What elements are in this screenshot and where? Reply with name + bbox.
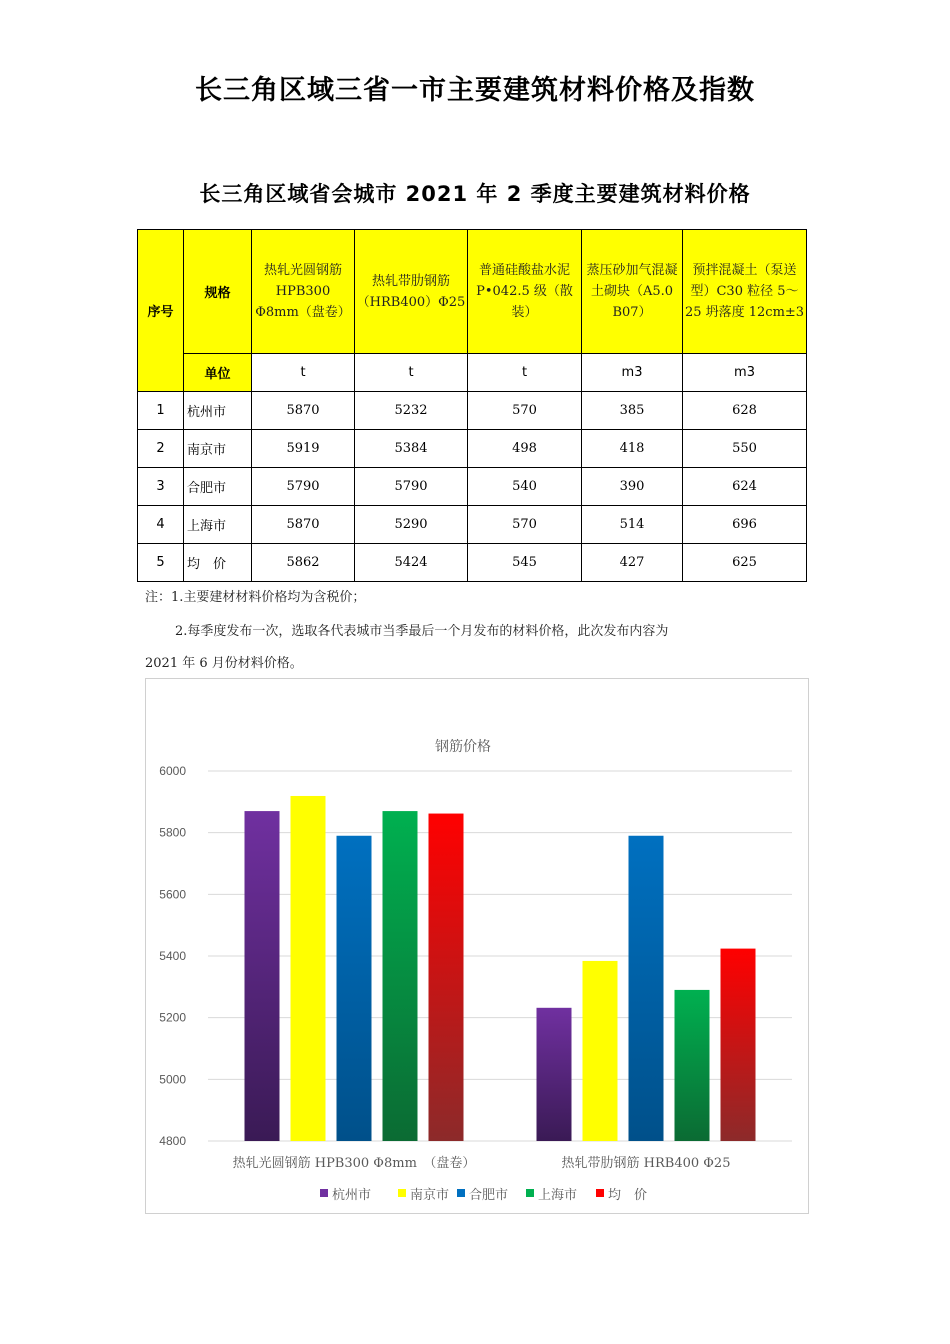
chart-title: 钢筋价格: [435, 739, 491, 755]
price-cell: 570: [468, 392, 582, 430]
y-tick-label: 6000: [159, 764, 186, 778]
price-cell: 696: [683, 506, 807, 544]
y-tick-label: 5400: [159, 949, 186, 963]
header-material-3: 普通硅酸盐水泥 P•042.5 级（散装）: [468, 230, 582, 354]
legend-swatch: [457, 1189, 465, 1197]
legend-label: 合肥市: [469, 1188, 509, 1203]
price-cell: 5790: [355, 468, 468, 506]
y-tick-label: 5000: [159, 1072, 186, 1087]
bar: [583, 961, 618, 1141]
price-cell: 5290: [355, 506, 468, 544]
y-tick-label: 5800: [159, 825, 186, 840]
chart-canvas: [146, 679, 808, 1213]
row-city: 均 价: [184, 544, 252, 582]
bar: [383, 811, 418, 1141]
price-cell: 628: [683, 392, 807, 430]
row-city: 南京市: [184, 430, 252, 468]
price-cell: 570: [468, 506, 582, 544]
row-city: 杭州市: [184, 392, 252, 430]
bar: [291, 796, 326, 1141]
table-row: [138, 430, 807, 468]
y-tick-label: 5200: [159, 1010, 186, 1025]
bar: [537, 1008, 572, 1141]
header-spec: 规格: [184, 230, 252, 354]
header-material-1: 热轧光圆钢筋HPB300 Φ8mm（盘卷）: [252, 230, 355, 354]
unit-cell: m3: [683, 354, 807, 392]
page-title: 长三角区域三省一市主要建筑材料价格及指数: [195, 75, 755, 106]
row-seq: 3: [138, 468, 184, 506]
price-cell: 427: [582, 544, 683, 582]
bar: [675, 990, 710, 1141]
row-city: 合肥市: [184, 468, 252, 506]
bar: [245, 811, 280, 1141]
price-cell: 5870: [252, 506, 355, 544]
header-seq: 序号: [138, 230, 184, 392]
price-cell: 385: [582, 392, 683, 430]
y-tick-label: 5600: [159, 887, 186, 902]
price-cell: 545: [468, 544, 582, 582]
table-row: [138, 506, 807, 544]
note-2-line-1: 2.每季度发布一次，选取各代表城市当季最后一个月发布的材料价格，此次发布内容为: [175, 624, 669, 639]
table-row: [138, 392, 807, 430]
header-material-4: 蒸压砂加气混凝土砌块（A5.0 B07）: [582, 230, 683, 354]
header-material-5: 预拌混凝土（泵送型）C30 粒径 5～25 坍落度 12cm±3: [683, 230, 807, 354]
price-cell: 5790: [252, 468, 355, 506]
table-title: 长三角区域省会城市 2021 年 2 季度主要建筑材料价格: [199, 182, 751, 206]
table-row: [138, 544, 807, 582]
legend-label: 均 价: [608, 1188, 648, 1203]
unit-cell: t: [252, 354, 355, 392]
legend-swatch: [596, 1189, 604, 1197]
legend-label: 杭州市: [332, 1188, 372, 1203]
legend-swatch: [320, 1189, 328, 1197]
price-cell: 5384: [355, 430, 468, 468]
price-cell: 5424: [355, 544, 468, 582]
price-cell: 625: [683, 544, 807, 582]
note-2-line-2: 2021 年 6 月份材料价格。: [145, 656, 303, 671]
header-material-2: 热轧带肋钢筋（HRB400）Φ25: [355, 230, 468, 354]
legend-label: 南京市: [410, 1188, 450, 1203]
row-seq: 2: [138, 430, 184, 468]
bar: [721, 949, 756, 1141]
price-table: [137, 229, 807, 582]
price-cell: 514: [582, 506, 683, 544]
table-row: [138, 468, 807, 506]
bar: [629, 836, 664, 1141]
y-tick-label: 4800: [159, 1134, 186, 1148]
price-cell: 540: [468, 468, 582, 506]
row-city: 上海市: [184, 506, 252, 544]
bar: [429, 814, 464, 1141]
price-cell: 5232: [355, 392, 468, 430]
steel-price-chart: [145, 678, 809, 1214]
bar: [337, 836, 372, 1141]
price-cell: 624: [683, 468, 807, 506]
unit-cell: m3: [582, 354, 683, 392]
price-cell: 498: [468, 430, 582, 468]
legend-swatch: [398, 1189, 406, 1197]
legend-label: 上海市: [538, 1188, 578, 1203]
x-category-label: 热轧光圆钢筋 HPB300 Φ8mm （盘卷）: [232, 1156, 476, 1171]
unit-cell: t: [468, 354, 582, 392]
price-cell: 5919: [252, 430, 355, 468]
unit-cell: t: [355, 354, 468, 392]
row-seq: 1: [138, 392, 184, 430]
price-cell: 550: [683, 430, 807, 468]
header-unit: 单位: [184, 354, 252, 392]
x-category-label: 热轧带肋钢筋 HRB400 Φ25: [561, 1156, 731, 1171]
row-seq: 5: [138, 544, 184, 582]
price-cell: 390: [582, 468, 683, 506]
row-seq: 4: [138, 506, 184, 544]
note-1: 注：1.主要建材材料价格均为含税价；: [145, 590, 366, 605]
price-cell: 5862: [252, 544, 355, 582]
price-cell: 418: [582, 430, 683, 468]
price-cell: 5870: [252, 392, 355, 430]
legend-swatch: [526, 1189, 534, 1197]
